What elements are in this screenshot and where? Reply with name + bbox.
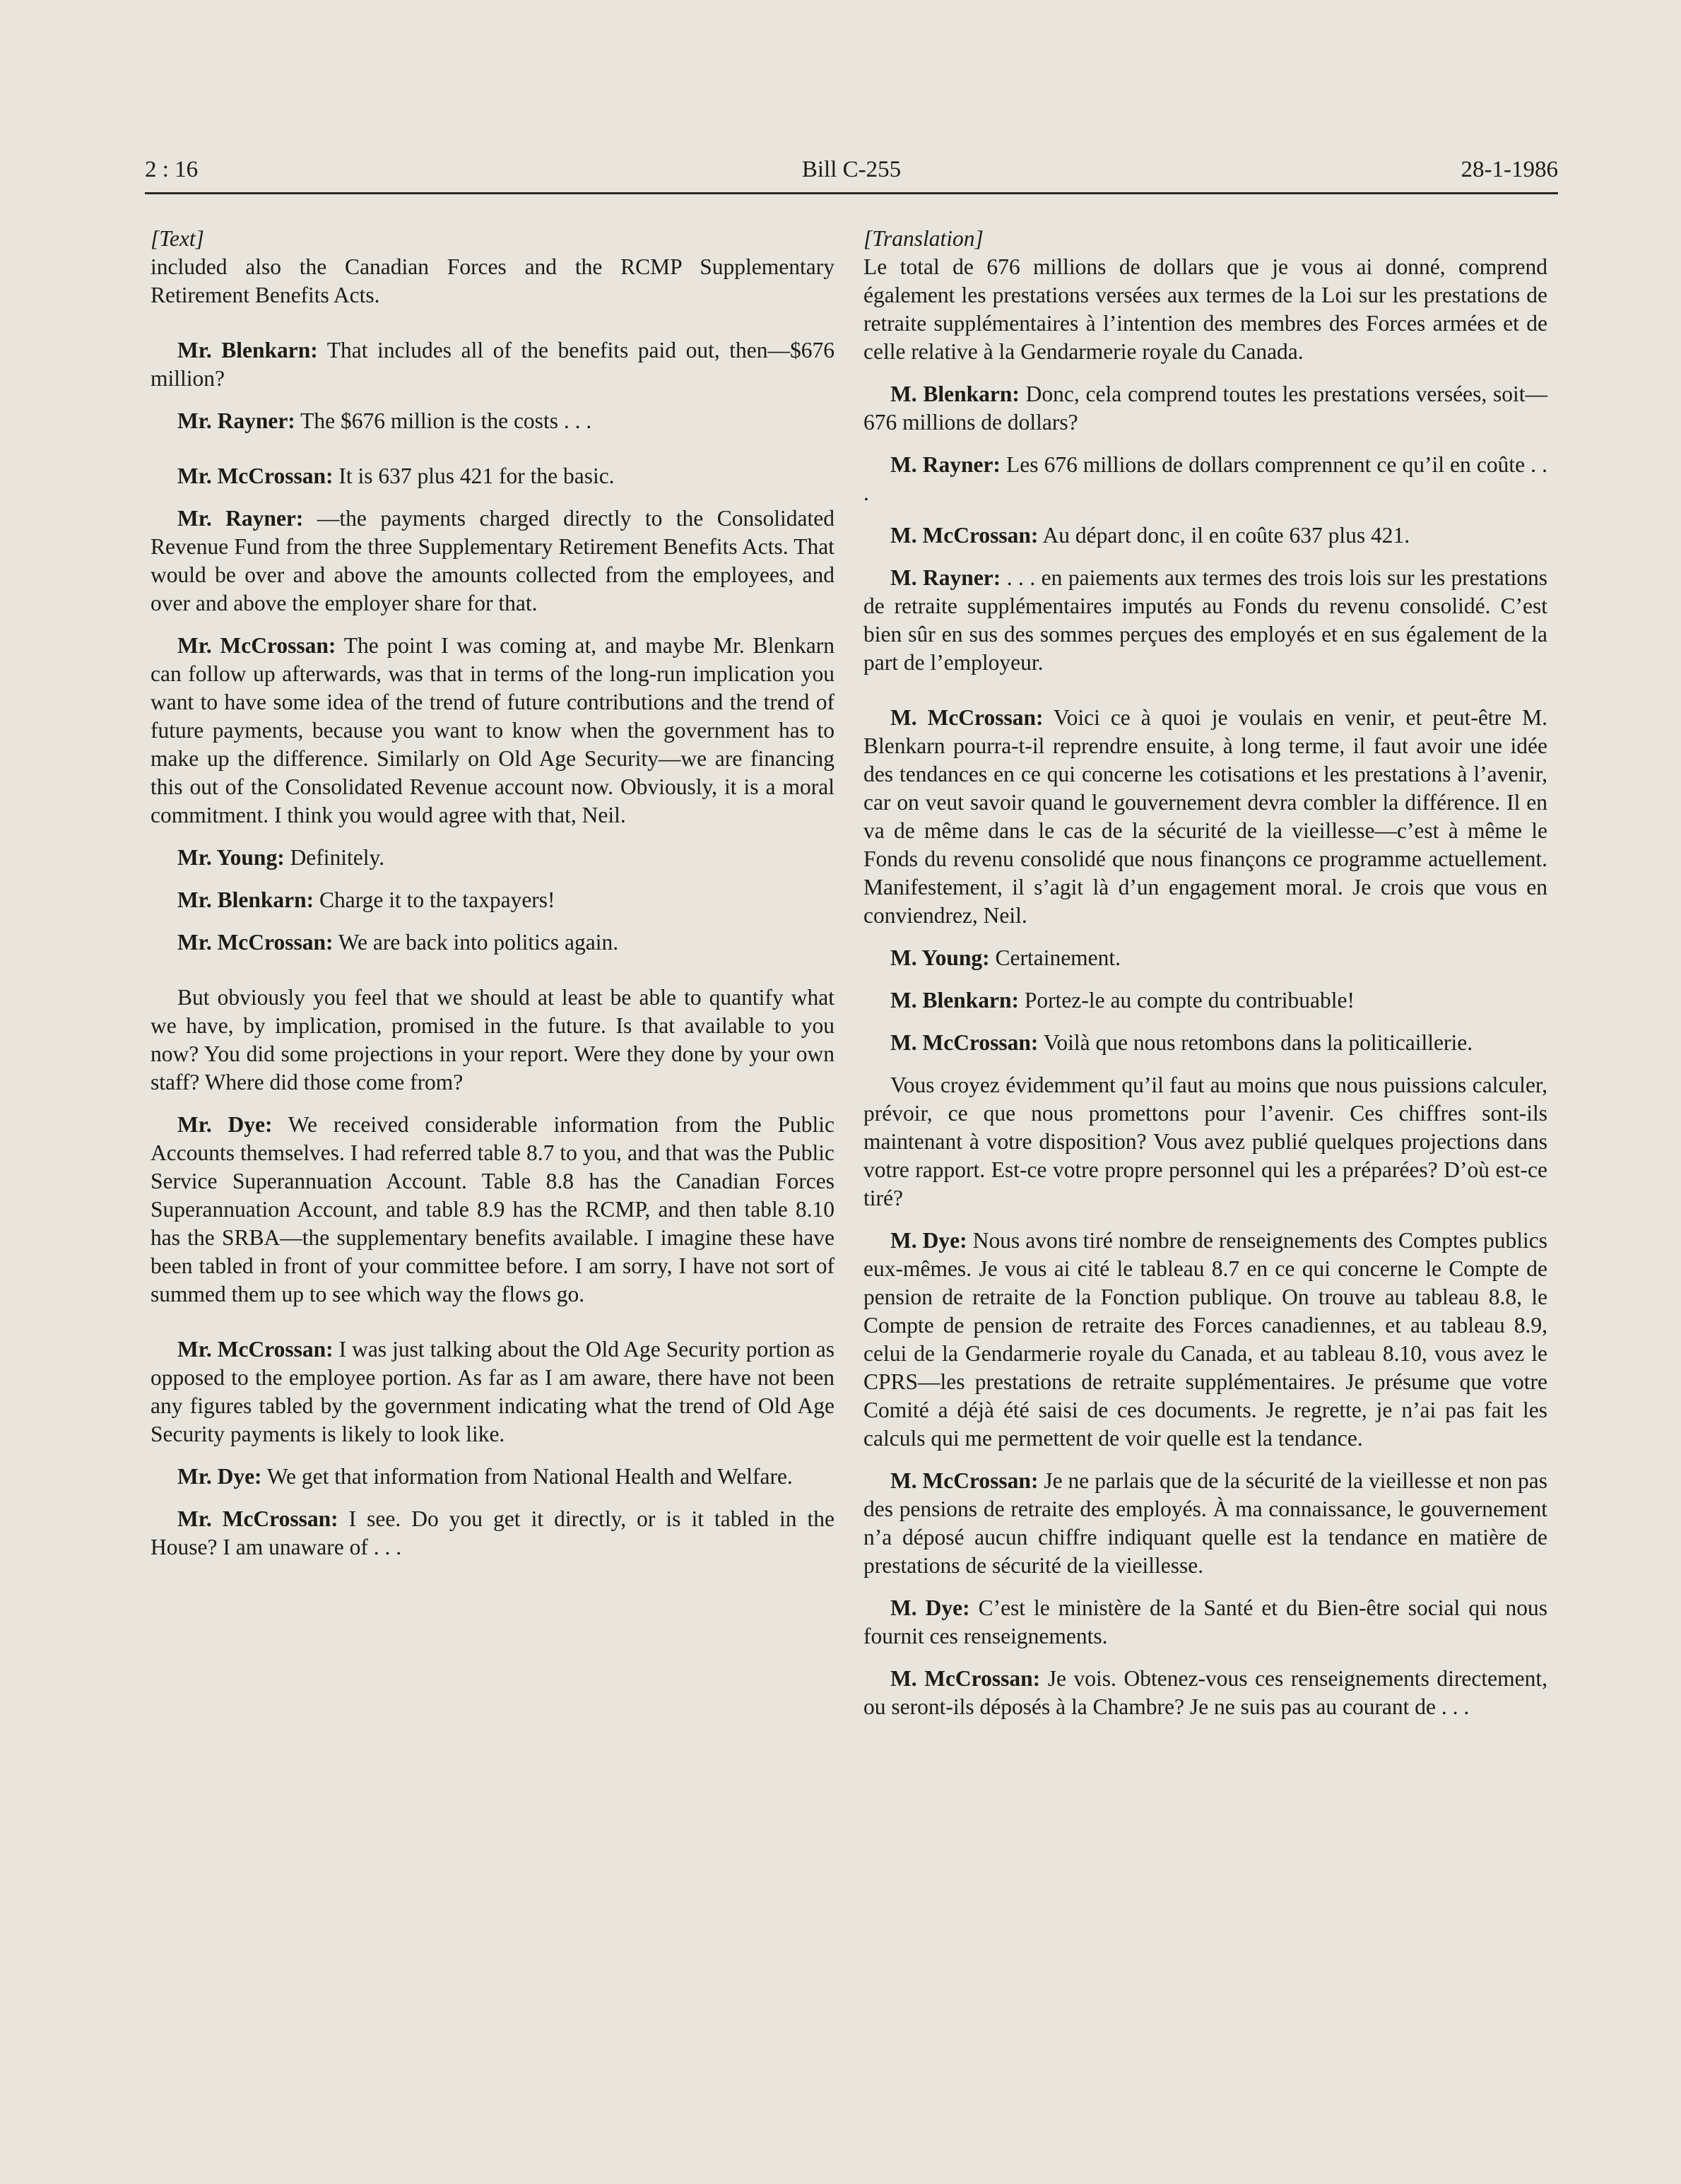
speaker-name: Mr. McCrossan: bbox=[177, 633, 336, 658]
speech-text: Charge it to the taxpayers! bbox=[314, 887, 555, 912]
speech-turn bbox=[863, 1467, 1547, 1580]
speaker-name: M. Young: bbox=[890, 945, 990, 970]
speech-text: Nous avons tiré nombre de renseignements des Comptes publics eux-mêmes. Je vous ai cité le tableau 8.7 en ce qui concerne le Compte de pension de retraite de la Fonction publique. On trouve au tableau 8.8, le Compte de pension de retraite des Forces canadiennes, et au tableau 8.9, celui de la Gendarmerie royale du Canada, et au tableau 8.10, vous avez le CPRS—les prestations de retraite supplémentaires. Je présume que votre Comité a déjà été saisi de ces documents. Je regrette, je n’ai pas fait les calculs qui me permettent de voir quelle est la tendance. bbox=[863, 1228, 1547, 1451]
page-date: 28-1-1986 bbox=[1461, 157, 1558, 182]
speech-text: We get that information from National Health and Welfare. bbox=[261, 1464, 793, 1489]
speech-text: We received considerable information from the Public Accounts themselves. I had referred table 8.7 to you, and that was the Public Service Superannuation Account. Table 8.8 has the Canadian Forces Superannuation Account, and table 8.9 has the RCMP, and then table 8.10 has the SRBA—the supplementary benefits available. I imagine these have been tabled in front of your committee before. I am sorry, I have not sort of summed them up to see which way the flows go. bbox=[151, 1112, 834, 1306]
speech-turn bbox=[151, 844, 834, 872]
speaker-name: Mr. Blenkarn: bbox=[177, 887, 314, 912]
speaker-name: Mr. Blenkarn: bbox=[177, 338, 318, 362]
speech-turn bbox=[863, 1071, 1547, 1212]
speech-turn bbox=[151, 504, 834, 618]
speech-turn bbox=[151, 928, 834, 957]
speech-turn bbox=[151, 462, 834, 490]
speech-text: —the payments charged directly to the Consolidated Revenue Fund from the three Supplementary Retirement Benefits Acts. That would be over and above the amounts collected from the employees, and over and above the employer share for that. bbox=[151, 506, 835, 615]
french-column bbox=[863, 225, 1547, 1735]
speech-turn bbox=[863, 1665, 1547, 1721]
speech-text: I see. Do you get it directly, or is it tabled in the House? I am unaware of . . . bbox=[151, 1506, 834, 1559]
speech-turn bbox=[863, 704, 1547, 930]
intro-paragraph: included also the Canadian Forces and the RCMP Supplementary Retirement Benefits Acts. bbox=[151, 254, 834, 307]
speaker-name: M. Blenkarn: bbox=[890, 382, 1020, 406]
speech-text: But obviously you feel that we should at least be able to quantify what we have, by implication, promised in the future. Is that available to you now? You did some projections in your report. Were they done by your own staff? Where did those come from? bbox=[151, 985, 834, 1094]
speech-text: Definitely. bbox=[284, 845, 385, 870]
speech-turn bbox=[863, 986, 1547, 1015]
header-rule bbox=[145, 192, 1558, 194]
speech-text: Je ne parlais que de la sécurité de la vieillesse et non pas des pensions de retraite des employés. À ma connaissance, le gouvernement n’a déposé aucun chiffre indiquant quelle est la tendance en matière de prestations de sécurité de la vieillesse. bbox=[863, 1468, 1547, 1578]
speech-text: Donc, cela comprend toutes les prestations versées, soit—676 millions de dollars? bbox=[863, 382, 1547, 435]
english-column bbox=[151, 225, 834, 1576]
speaker-name: M. Rayner: bbox=[890, 452, 1001, 477]
speaker-name: M. Blenkarn: bbox=[890, 988, 1020, 1013]
speech-text: Portez-le au compte du contribuable! bbox=[1019, 988, 1355, 1013]
speech-turn bbox=[863, 944, 1547, 972]
speech-turn bbox=[151, 1335, 834, 1448]
speaker-name: Mr. McCrossan: bbox=[177, 1337, 334, 1362]
column-label: [Translation] bbox=[863, 226, 984, 251]
speech-text: Vous croyez évidemment qu’il faut au moins que nous puissions calculer, prévoir, ce que nous promettons pour l’avenir. Ces chiffres sont-ils maintenant à votre disposition? Vous avez publié quelques projections dans votre rapport. Est-ce votre propre personnel qui les a préparées? D’où est-ce tiré? bbox=[863, 1073, 1547, 1210]
speech-text: Je vois. Obtenez-vous ces renseignements directement, ou seront-ils déposés à la Chambre? Je ne suis pas au courant de . . . bbox=[863, 1666, 1547, 1719]
intro-paragraph: Le total de 676 millions de dollars que je vous ai donné, comprend également les prestations versées aux termes de la Loi sur les prestations de retraite supplémentaires à l’intention des membres des Forces armées et de celle relative à la Gendarmerie royale du Canada. bbox=[863, 254, 1547, 364]
speech-turn bbox=[151, 886, 834, 914]
speech-turn bbox=[151, 984, 834, 1097]
speaker-name: M. Rayner: bbox=[890, 565, 1001, 590]
speaker-name: Mr. McCrossan: bbox=[177, 930, 334, 955]
speech-turn bbox=[863, 451, 1547, 507]
speech-turn bbox=[863, 380, 1547, 437]
speech-text: Voici ce à quoi je voulais en venir, et peut-être M. Blenkarn pourra-t-il reprendre ensuite, à long terme, il faut avoir une idée des tendances en ce qui concerne les cotisations et les prestations à l’avenir, car on veut savoir quand le gouvernement devra combler la différence. Il en va de même dans le cas de la sécurité de la vieillesse—c’est à même le Fonds du revenu consolidé que nous finançons ce programme actuellement. Manifestement, il s’agit là d’un engagement moral. Je crois que vous en conviendrez, Neil. bbox=[863, 705, 1547, 928]
speaker-name: Mr. Rayner: bbox=[177, 506, 304, 531]
speaker-name: Mr. Dye: bbox=[177, 1112, 273, 1137]
speech-turn bbox=[151, 1111, 834, 1309]
page-header bbox=[145, 157, 1558, 189]
speaker-name: Mr. Dye: bbox=[177, 1464, 262, 1489]
speaker-name: M. McCrossan: bbox=[890, 705, 1044, 730]
speech-turn bbox=[863, 564, 1547, 677]
speech-text: . . . en paiements aux termes des trois lois sur les prestations de retraite supplémentaires imputés au Fonds du revenu consolidé. C’est bien sûr en sus des sommes perçues des employés et en sus également de la part de l’employeur. bbox=[863, 565, 1548, 675]
speech-turn bbox=[863, 521, 1547, 550]
speech-turn bbox=[863, 1594, 1547, 1651]
speaker-name: Mr. McCrossan: bbox=[177, 1506, 338, 1531]
speech-text: I was just talking about the Old Age Security portion as opposed to the employee portion. As far as I am aware, there have not been any figures tabled by the government indicating what the trend of Old Age Security payments is likely to look like. bbox=[151, 1337, 834, 1446]
speech-turn bbox=[151, 1463, 834, 1491]
speech-turn bbox=[863, 1227, 1547, 1453]
speech-text: The point I was coming at, and maybe Mr. Blenkarn can follow up afterwards, was that in terms of the long-run implication you want to have some idea of the trend of future contributions and the trend of future payments, because you want to know when the government has to make up the difference. Similarly on Old Age Security—we are financing this out of the Consolidated Revenue account now. Obviously, it is a moral commitment. I think you would agree with that, Neil. bbox=[151, 633, 834, 827]
speech-text: Certainement. bbox=[989, 945, 1121, 970]
speaker-name: Mr. Young: bbox=[177, 845, 285, 870]
speaker-name: M. McCrossan: bbox=[890, 1030, 1039, 1055]
speech-turn bbox=[151, 1505, 834, 1562]
speech-text: It is 637 plus 421 for the basic. bbox=[333, 464, 615, 488]
speech-turn bbox=[151, 336, 834, 393]
speech-turn bbox=[151, 632, 834, 830]
speech-text: The $676 million is the costs . . . bbox=[295, 408, 592, 433]
speech-text: Les 676 millions de dollars comprennent ce qu’il en coûte . . . bbox=[863, 452, 1547, 505]
speaker-name: M. McCrossan: bbox=[890, 1468, 1039, 1493]
speaker-name: M. McCrossan: bbox=[890, 1666, 1041, 1691]
speech-text: That includes all of the benefits paid out, then—$676 million? bbox=[151, 338, 834, 391]
speaker-name: M. McCrossan: bbox=[890, 523, 1039, 548]
page-number: 2 : 16 bbox=[145, 157, 199, 182]
speaker-name: Mr. Rayner: bbox=[177, 408, 295, 433]
speech-text: We are back into politics again. bbox=[333, 930, 619, 955]
speaker-name: M. Dye: bbox=[890, 1228, 967, 1253]
bill-title: Bill C-255 bbox=[801, 157, 902, 182]
speaker-name: Mr. McCrossan: bbox=[177, 464, 334, 488]
speech-turn bbox=[863, 1029, 1547, 1057]
speech-text: Voilà que nous retombons dans la politicaillerie. bbox=[1038, 1030, 1473, 1055]
speaker-name: M. Dye: bbox=[890, 1595, 970, 1620]
speech-turn bbox=[151, 407, 834, 435]
speech-text: C’est le ministère de la Santé et du Bien-être social qui nous fournit ces renseignements. bbox=[863, 1595, 1548, 1648]
speech-text: Au départ donc, il en coûte 637 plus 421. bbox=[1038, 523, 1410, 548]
column-label: [Text] bbox=[151, 226, 204, 251]
